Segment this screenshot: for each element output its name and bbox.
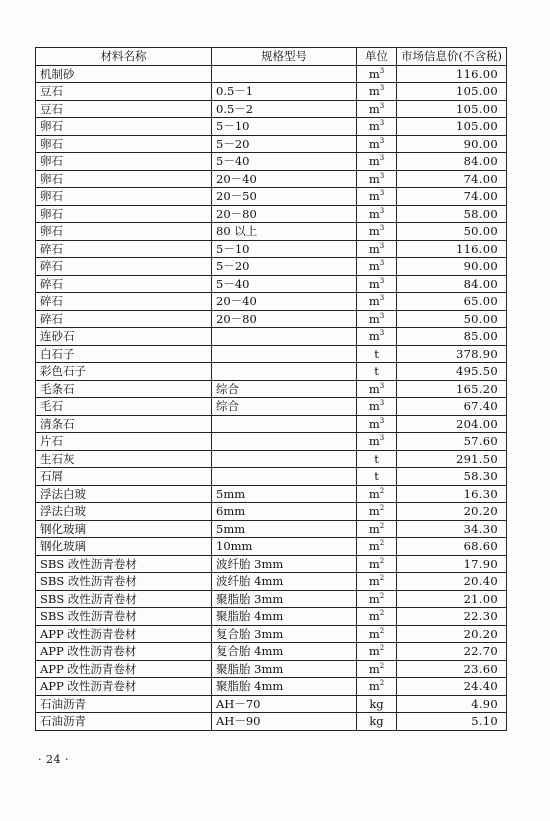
cell-market-price: 67.40	[397, 398, 507, 416]
cell-material-name: SBS 改性沥青卷材	[36, 573, 212, 591]
table-row	[36, 170, 507, 188]
table-row	[36, 205, 507, 223]
cell-unit	[357, 240, 397, 258]
table-row	[36, 275, 507, 293]
cell-spec-model	[212, 468, 357, 486]
cell-material-name: 石油沥青	[36, 713, 212, 731]
unit-exponent: 3	[379, 224, 385, 233]
table-header	[36, 48, 507, 66]
cell-market-price: 105.00	[397, 83, 507, 101]
cell-unit	[357, 100, 397, 118]
cell-market-price: 17.90	[397, 555, 507, 573]
unit-base: m	[368, 259, 380, 274]
cell-market-price: 105.00	[397, 100, 507, 118]
cell-spec-model: 20－40	[212, 293, 357, 311]
cell-material-name: 卵石	[36, 118, 212, 136]
unit-exponent: 2	[379, 556, 385, 565]
unit-base: kg	[369, 714, 384, 729]
cell-market-price: 116.00	[397, 240, 507, 258]
table-row	[36, 538, 507, 556]
unit-exponent: 2	[379, 591, 385, 600]
cell-unit	[357, 345, 397, 363]
unit-base: t	[374, 346, 379, 361]
cell-unit	[357, 328, 397, 346]
cell-unit	[357, 713, 397, 731]
table-row	[36, 485, 507, 503]
unit-exponent: 2	[379, 504, 385, 513]
table-row	[36, 713, 507, 731]
cell-spec-model: 20－80	[212, 310, 357, 328]
table-row	[36, 398, 507, 416]
cell-material-name: 石油沥青	[36, 695, 212, 713]
unit-base: m	[368, 311, 380, 326]
unit-base: m	[368, 539, 380, 554]
unit-exponent: 3	[379, 434, 385, 443]
cell-material-name: 卵石	[36, 153, 212, 171]
cell-material-name: 连砂石	[36, 328, 212, 346]
table-row	[36, 520, 507, 538]
table-row	[36, 240, 507, 258]
unit-base: m	[368, 66, 380, 81]
cell-material-name: 石屑	[36, 468, 212, 486]
unit-base: m	[368, 626, 380, 641]
unit-base: m	[368, 329, 380, 344]
unit-base: m	[368, 206, 380, 221]
table-row	[36, 65, 507, 83]
cell-spec-model	[212, 328, 357, 346]
cell-unit	[357, 695, 397, 713]
cell-market-price: 68.60	[397, 538, 507, 556]
unit-base: t	[374, 364, 379, 379]
cell-material-name: 豆石	[36, 83, 212, 101]
cell-market-price: 22.30	[397, 608, 507, 626]
unit-base: t	[374, 469, 379, 484]
cell-material-name: 豆石	[36, 100, 212, 118]
table-row	[36, 503, 507, 521]
cell-spec-model: 10mm	[212, 538, 357, 556]
unit-exponent: 3	[379, 381, 385, 390]
cell-material-name: 碎石	[36, 310, 212, 328]
cell-material-name: 白石子	[36, 345, 212, 363]
unit-base: m	[368, 434, 380, 449]
material-price-table	[35, 47, 507, 731]
unit-base: m	[368, 521, 380, 536]
cell-market-price: 21.00	[397, 590, 507, 608]
header-market-price: 市场信息价(不含税)	[397, 48, 507, 66]
unit-base: m	[368, 679, 380, 694]
cell-spec-model: 5－40	[212, 275, 357, 293]
unit-exponent: 3	[379, 276, 385, 285]
cell-spec-model: 0.5－2	[212, 100, 357, 118]
unit-base: m	[368, 381, 380, 396]
table-row	[36, 188, 507, 206]
cell-material-name: 机制砂	[36, 65, 212, 83]
cell-material-name: APP 改性沥青卷材	[36, 660, 212, 678]
unit-base: m	[368, 171, 380, 186]
table-row	[36, 555, 507, 573]
cell-unit	[357, 573, 397, 591]
cell-spec-model: 复合胎 4mm	[212, 643, 357, 661]
unit-exponent: 3	[379, 119, 385, 128]
cell-spec-model: 5－20	[212, 258, 357, 276]
cell-market-price: 58.00	[397, 205, 507, 223]
table-row	[36, 415, 507, 433]
unit-base: m	[368, 661, 380, 676]
cell-spec-model: 0.5－1	[212, 83, 357, 101]
cell-unit	[357, 135, 397, 153]
cell-market-price: 165.20	[397, 380, 507, 398]
cell-material-name: 片石	[36, 433, 212, 451]
unit-exponent: 2	[379, 574, 385, 583]
unit-base: m	[368, 609, 380, 624]
unit-base: kg	[369, 696, 384, 711]
unit-base: m	[368, 241, 380, 256]
unit-exponent: 2	[379, 644, 385, 653]
unit-exponent: 3	[379, 66, 385, 75]
cell-unit	[357, 398, 397, 416]
cell-market-price: 57.60	[397, 433, 507, 451]
cell-unit	[357, 188, 397, 206]
cell-unit	[357, 310, 397, 328]
page-number: · 24 ·	[38, 753, 69, 766]
header-spec-model: 规格型号	[212, 48, 357, 66]
cell-market-price: 50.00	[397, 223, 507, 241]
table-row	[36, 135, 507, 153]
table-row	[36, 590, 507, 608]
cell-unit	[357, 660, 397, 678]
cell-spec-model: 20－40	[212, 170, 357, 188]
cell-market-price: 495.50	[397, 363, 507, 381]
cell-spec-model: 聚脂胎 4mm	[212, 608, 357, 626]
cell-unit	[357, 363, 397, 381]
unit-base: m	[368, 416, 380, 431]
cell-material-name: 彩色石子	[36, 363, 212, 381]
unit-exponent: 2	[379, 539, 385, 548]
cell-spec-model: 5－40	[212, 153, 357, 171]
cell-material-name: APP 改性沥青卷材	[36, 625, 212, 643]
unit-exponent: 3	[379, 189, 385, 198]
unit-base: m	[368, 504, 380, 519]
unit-base: m	[368, 189, 380, 204]
cell-spec-model: 聚脂胎 3mm	[212, 590, 357, 608]
table-row	[36, 380, 507, 398]
cell-material-name: 毛条石	[36, 380, 212, 398]
cell-unit	[357, 625, 397, 643]
cell-spec-model	[212, 345, 357, 363]
cell-market-price: 85.00	[397, 328, 507, 346]
cell-material-name: 卵石	[36, 135, 212, 153]
cell-material-name: SBS 改性沥青卷材	[36, 590, 212, 608]
unit-exponent: 3	[379, 154, 385, 163]
cell-material-name: 卵石	[36, 205, 212, 223]
cell-market-price: 291.50	[397, 450, 507, 468]
cell-unit	[357, 433, 397, 451]
cell-unit	[357, 275, 397, 293]
table-row	[36, 118, 507, 136]
cell-spec-model	[212, 65, 357, 83]
cell-material-name: 浮法白玻	[36, 485, 212, 503]
unit-base: m	[368, 154, 380, 169]
cell-spec-model: 波纤胎 4mm	[212, 573, 357, 591]
cell-spec-model: 聚脂胎 4mm	[212, 678, 357, 696]
table-row	[36, 573, 507, 591]
header-unit: 单位	[357, 48, 397, 66]
cell-spec-model: 20－50	[212, 188, 357, 206]
table-row	[36, 660, 507, 678]
cell-spec-model: 复合胎 3mm	[212, 625, 357, 643]
cell-market-price: 116.00	[397, 65, 507, 83]
cell-spec-model: 5－20	[212, 135, 357, 153]
unit-exponent: 3	[379, 311, 385, 320]
unit-base: m	[368, 224, 380, 239]
unit-base: m	[368, 556, 380, 571]
cell-market-price: 65.00	[397, 293, 507, 311]
unit-base: m	[368, 119, 380, 134]
cell-material-name: 钢化玻璃	[36, 538, 212, 556]
unit-exponent: 3	[379, 171, 385, 180]
cell-material-name: 碎石	[36, 275, 212, 293]
table-row	[36, 83, 507, 101]
unit-exponent: 3	[379, 206, 385, 215]
unit-base: m	[368, 399, 380, 414]
table-row	[36, 293, 507, 311]
cell-unit	[357, 590, 397, 608]
cell-unit	[357, 608, 397, 626]
unit-base: m	[368, 591, 380, 606]
unit-exponent: 3	[379, 101, 385, 110]
cell-spec-model: 6mm	[212, 503, 357, 521]
header-material-name: 材料名称	[36, 48, 212, 66]
cell-spec-model: 5－10	[212, 240, 357, 258]
table-row	[36, 678, 507, 696]
cell-market-price: 58.30	[397, 468, 507, 486]
header-row	[36, 48, 507, 66]
unit-exponent: 3	[379, 399, 385, 408]
table-row	[36, 468, 507, 486]
unit-base: m	[368, 136, 380, 151]
cell-spec-model: 5mm	[212, 485, 357, 503]
table-row	[36, 223, 507, 241]
unit-exponent: 2	[379, 609, 385, 618]
table-row	[36, 258, 507, 276]
cell-unit	[357, 293, 397, 311]
cell-material-name: 钢化玻璃	[36, 520, 212, 538]
cell-market-price: 84.00	[397, 153, 507, 171]
cell-market-price: 20.20	[397, 625, 507, 643]
table-row	[36, 643, 507, 661]
cell-market-price: 74.00	[397, 170, 507, 188]
unit-base: m	[368, 486, 380, 501]
cell-market-price: 204.00	[397, 415, 507, 433]
cell-material-name: SBS 改性沥青卷材	[36, 555, 212, 573]
cell-spec-model	[212, 450, 357, 468]
cell-material-name: 毛石	[36, 398, 212, 416]
cell-spec-model: AH－90	[212, 713, 357, 731]
cell-spec-model: 5mm	[212, 520, 357, 538]
cell-material-name: 碎石	[36, 293, 212, 311]
cell-spec-model: 80 以上	[212, 223, 357, 241]
table-row	[36, 363, 507, 381]
cell-market-price: 50.00	[397, 310, 507, 328]
cell-material-name: 卵石	[36, 223, 212, 241]
unit-base: m	[368, 101, 380, 116]
cell-market-price: 22.70	[397, 643, 507, 661]
cell-spec-model	[212, 415, 357, 433]
cell-market-price: 23.60	[397, 660, 507, 678]
unit-exponent: 3	[379, 84, 385, 93]
cell-market-price: 20.20	[397, 503, 507, 521]
cell-unit	[357, 415, 397, 433]
table-row	[36, 608, 507, 626]
unit-base: m	[368, 276, 380, 291]
cell-unit	[357, 643, 397, 661]
unit-exponent: 2	[379, 521, 385, 530]
cell-spec-model: 综合	[212, 398, 357, 416]
table-row	[36, 450, 507, 468]
cell-unit	[357, 65, 397, 83]
unit-exponent: 3	[379, 136, 385, 145]
unit-exponent: 3	[379, 294, 385, 303]
cell-unit	[357, 485, 397, 503]
unit-base: m	[368, 574, 380, 589]
unit-exponent: 2	[379, 679, 385, 688]
cell-unit	[357, 468, 397, 486]
table-row	[36, 310, 507, 328]
cell-unit	[357, 555, 397, 573]
cell-market-price: 74.00	[397, 188, 507, 206]
cell-unit	[357, 678, 397, 696]
cell-market-price: 16.30	[397, 485, 507, 503]
cell-market-price: 34.30	[397, 520, 507, 538]
cell-material-name: 生石灰	[36, 450, 212, 468]
cell-unit	[357, 153, 397, 171]
cell-market-price: 378.90	[397, 345, 507, 363]
cell-spec-model: 聚脂胎 3mm	[212, 660, 357, 678]
unit-base: m	[368, 84, 380, 99]
cell-material-name: 碎石	[36, 240, 212, 258]
cell-spec-model	[212, 433, 357, 451]
cell-unit	[357, 170, 397, 188]
unit-exponent: 2	[379, 486, 385, 495]
table-row	[36, 100, 507, 118]
cell-material-name: 卵石	[36, 170, 212, 188]
unit-base: m	[368, 644, 380, 659]
cell-market-price: 90.00	[397, 135, 507, 153]
cell-material-name: 浮法白玻	[36, 503, 212, 521]
table-row	[36, 345, 507, 363]
unit-exponent: 3	[379, 241, 385, 250]
cell-spec-model: 20－80	[212, 205, 357, 223]
cell-unit	[357, 450, 397, 468]
table-row	[36, 625, 507, 643]
cell-material-name: 卵石	[36, 188, 212, 206]
cell-market-price: 20.40	[397, 573, 507, 591]
cell-material-name: APP 改性沥青卷材	[36, 678, 212, 696]
cell-material-name: APP 改性沥青卷材	[36, 643, 212, 661]
cell-unit	[357, 538, 397, 556]
table-row	[36, 433, 507, 451]
unit-exponent: 3	[379, 329, 385, 338]
unit-base: t	[374, 451, 379, 466]
cell-unit	[357, 83, 397, 101]
table-row	[36, 695, 507, 713]
cell-market-price: 24.40	[397, 678, 507, 696]
cell-spec-model: 波纤胎 3mm	[212, 555, 357, 573]
cell-unit	[357, 258, 397, 276]
cell-market-price: 90.00	[397, 258, 507, 276]
cell-unit	[357, 520, 397, 538]
unit-exponent: 2	[379, 626, 385, 635]
cell-unit	[357, 118, 397, 136]
cell-market-price: 4.90	[397, 695, 507, 713]
cell-spec-model: 5－10	[212, 118, 357, 136]
cell-spec-model: 综合	[212, 380, 357, 398]
unit-base: m	[368, 294, 380, 309]
cell-unit	[357, 380, 397, 398]
table-row	[36, 153, 507, 171]
cell-spec-model	[212, 363, 357, 381]
table-body	[36, 65, 507, 730]
cell-unit	[357, 205, 397, 223]
unit-exponent: 2	[379, 661, 385, 670]
cell-market-price: 105.00	[397, 118, 507, 136]
cell-unit	[357, 503, 397, 521]
cell-material-name: SBS 改性沥青卷材	[36, 608, 212, 626]
unit-exponent: 3	[379, 416, 385, 425]
cell-unit	[357, 223, 397, 241]
unit-exponent: 3	[379, 259, 385, 268]
cell-spec-model: AH－70	[212, 695, 357, 713]
cell-market-price: 84.00	[397, 275, 507, 293]
cell-material-name: 碎石	[36, 258, 212, 276]
cell-material-name: 清条石	[36, 415, 212, 433]
cell-market-price: 5.10	[397, 713, 507, 731]
table-row	[36, 328, 507, 346]
